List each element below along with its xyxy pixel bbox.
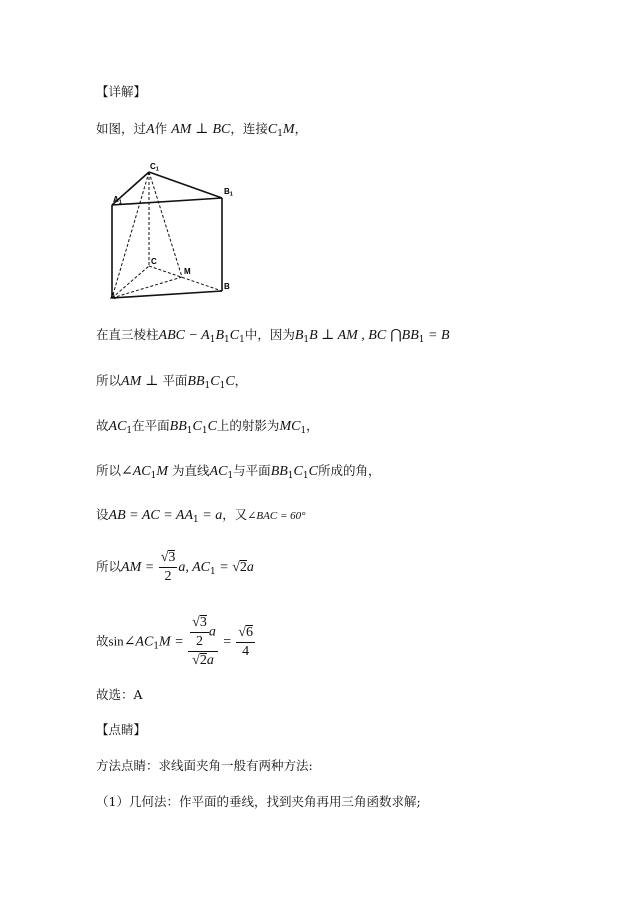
subscript: 1 [210, 567, 216, 577]
math: , AC [185, 560, 211, 575]
math: a [246, 560, 254, 575]
sqrt-sign: √ [160, 550, 169, 565]
math: AM [171, 122, 192, 137]
radicand: 2 [239, 560, 247, 575]
text: 所以 [96, 559, 122, 574]
math: = B [424, 328, 450, 343]
line-projection [96, 418, 319, 435]
math: = [218, 634, 236, 650]
denominator: 2 [164, 569, 172, 584]
math: BB [270, 464, 288, 479]
math: ABC − A [158, 328, 210, 343]
subscript: 1 [239, 335, 245, 345]
math: = [215, 560, 233, 575]
line-angle-definition [96, 463, 380, 480]
math: C [210, 374, 220, 389]
label-B1: B1 [224, 187, 233, 198]
text: ，连接 [230, 121, 268, 136]
math: sin [108, 633, 124, 649]
subscript: 1 [219, 381, 226, 391]
math: a [208, 624, 216, 640]
subscript: 1 [126, 426, 133, 436]
line-construction [96, 121, 307, 138]
text: 所以 [96, 373, 122, 388]
math: BB [169, 419, 187, 434]
sqrt-sign: √ [232, 560, 240, 575]
subscript: 1 [303, 335, 310, 345]
math: C [192, 419, 202, 434]
math: a [178, 560, 186, 575]
sqrt-sign: √ [192, 615, 200, 630]
subscript: 1 [153, 641, 160, 652]
math: AB = AC = AA [108, 508, 194, 523]
text: ， [234, 373, 248, 388]
math: MC [279, 419, 301, 434]
fraction [159, 549, 178, 586]
math: AC [108, 419, 127, 434]
denominator: 4 [242, 643, 250, 659]
text: 故 [96, 418, 109, 433]
math: ∠BAC = 60° [247, 510, 306, 522]
subscript: 1 [150, 471, 157, 481]
math: C [293, 464, 303, 479]
math: B [294, 328, 304, 343]
math: ⋂ [390, 328, 402, 343]
math: M [282, 122, 295, 137]
radicand: 2 [199, 653, 207, 668]
subscript: 1 [227, 471, 234, 481]
text: 在直三棱柱 [96, 327, 159, 342]
math: M [156, 464, 169, 479]
subscript: 1 [418, 335, 425, 345]
math: C [207, 419, 217, 434]
subscript: 1 [186, 426, 193, 436]
prism-figure [100, 155, 240, 305]
math: ⊥ [195, 122, 209, 137]
text: 与平面 [233, 463, 271, 478]
subscript: 1 [224, 335, 230, 345]
radicand: 6 [245, 624, 253, 640]
label-M: M [184, 267, 191, 276]
math: = a [198, 508, 223, 523]
subscript: 1 [204, 381, 211, 391]
math: C [225, 374, 235, 389]
method-geometric: （1）几何法：作平面的垂线，找到夹角再用三角函数求解; [96, 794, 421, 809]
math: C [267, 122, 278, 137]
math: AM = [121, 560, 158, 575]
math: ⊥ [145, 374, 159, 389]
text: 在平面 [132, 418, 170, 433]
line-assumption [96, 507, 306, 524]
math: B ⊥ AM , BC [309, 328, 387, 343]
radicand: 3 [199, 615, 207, 630]
math: ∠AC [121, 464, 151, 479]
sqrt-sign: √ [192, 653, 200, 668]
label-C: C [151, 257, 157, 266]
math: M = [159, 634, 188, 650]
text: 所成的角， [317, 463, 381, 478]
fraction [188, 614, 218, 670]
subscript: 1 [302, 471, 309, 481]
text: ， [306, 418, 319, 433]
subscript: 1 [201, 426, 208, 436]
text: 所以 [96, 463, 122, 478]
label-C1: C1 [150, 162, 159, 173]
text: ，又 [222, 507, 248, 522]
math: C [308, 464, 318, 479]
math: B [215, 328, 224, 343]
text: 为直线 [172, 463, 210, 478]
text: 中，因为 [244, 327, 295, 342]
line-perpendicular-plane [96, 373, 247, 390]
math: BC [212, 122, 231, 137]
math: AM [121, 374, 142, 389]
answer-line: 故选：A [96, 687, 143, 702]
math: A [146, 122, 155, 137]
math: AC [209, 464, 228, 479]
math: BB [401, 328, 419, 343]
math: ∠AC [123, 634, 154, 650]
denominator: 2 [196, 634, 203, 649]
line-lengths [96, 548, 254, 587]
section-detail-heading: 【详解】 [96, 84, 147, 99]
text: 平面 [162, 373, 188, 388]
subscript: 1 [209, 335, 216, 345]
subscript: 1 [300, 426, 307, 436]
math: C [229, 328, 240, 343]
text: 上的射影为 [216, 418, 280, 433]
text: 设 [96, 507, 109, 522]
label-B: B [224, 282, 230, 291]
fraction [236, 624, 255, 661]
text: 故 [96, 633, 109, 649]
section-comment-heading: 【点睛】 [96, 722, 147, 737]
text: 如图，过 [96, 121, 147, 136]
radicand: 3 [168, 550, 176, 565]
method-intro: 方法点睛：求线面夹角一般有两种方法: [96, 758, 313, 773]
subscript: 1 [193, 515, 199, 525]
line-prism-condition [96, 327, 450, 344]
subscript: 1 [277, 129, 283, 139]
label-A: A [110, 292, 116, 301]
line-sine-result [96, 614, 256, 670]
text: ， [294, 121, 308, 136]
subscript: 1 [287, 471, 294, 481]
text: 作 [154, 121, 168, 136]
sqrt-sign: √ [238, 624, 246, 640]
math: a [206, 653, 214, 668]
label-A1: A1 [113, 195, 122, 206]
math: BB [187, 374, 205, 389]
